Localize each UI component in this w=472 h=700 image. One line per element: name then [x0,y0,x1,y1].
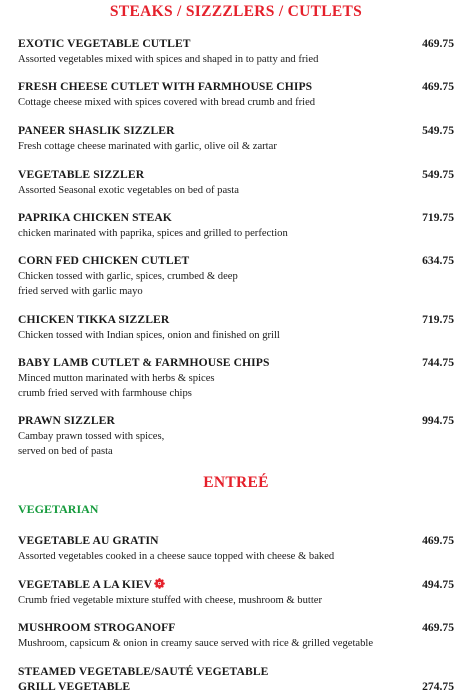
item-name: VEGETABLE AU GRATIN [18,534,159,547]
menu-item [18,167,464,198]
item-name: BABY LAMB CUTLET & FARMHOUSE CHIPS [18,356,270,369]
menu-item [18,210,464,241]
menu-item [18,620,464,651]
item-description: Chicken tossed with Indian spices, onion and finished on grill [18,330,280,341]
menu-item [18,577,464,608]
item-description: Assorted vegetables cooked in a cheese sauce topped with cheese & baked [18,551,335,562]
item-price: 549.75 [422,124,454,137]
item-description: Chicken tossed with garlic, spices, crumbed & deep fried served with garlic mayo [18,271,238,297]
menu-item [18,253,464,299]
item-price: 549.75 [422,168,454,181]
flower-icon [154,578,165,589]
item-name: EXOTIC VEGETABLE CUTLET [18,37,191,50]
item-name: PANEER SHASLIK SIZZLER [18,124,175,137]
item-name: VEGETABLE A LA KIEV [18,578,153,591]
item-price: 719.75 [422,313,454,326]
section-title-steaks: STEAKS / SIZZZLERS / CUTLETS [109,3,363,20]
item-price: 494.75 [422,578,454,591]
item-price: 469.75 [422,37,454,50]
item-price: 274.75 [422,680,454,693]
item-name: CHICKEN TIKKA SIZZLER [18,313,170,326]
section-title-entree: ENTREÉ [203,474,269,491]
menu-item [18,36,464,67]
item-description: Minced mutton marinated with herbs & spices crumb fried served with farmhouse chips [18,373,215,399]
menu-item [18,664,464,694]
item-description: Cottage cheese mixed with spices covered with bread crumb and fried [18,97,316,108]
item-description: Crumb fried vegetable mixture stuffed with cheese, mushroom & butter [18,595,323,606]
item-price: 744.75 [422,356,454,369]
item-name: VEGETABLE SIZZLER [18,168,145,181]
item-price: 994.75 [422,414,454,427]
item-name: PRAWN SIZZLER [18,414,115,427]
menu-item [18,355,464,401]
menu-item [18,79,464,110]
item-price: 719.75 [422,211,454,224]
item-price: 469.75 [422,80,454,93]
item-name: CORN FED CHICKEN CUTLET [18,254,190,267]
item-name: FRESH CHEESE CUTLET WITH FARMHOUSE CHIPS [18,80,313,93]
item-description: Assorted vegetables mixed with spices and shaped in to patty and fried [18,54,319,65]
item-name: MUSHROOM STROGANOFF [18,621,176,634]
item-price: 469.75 [422,534,454,547]
menu-item [18,413,464,459]
item-name: PAPRIKA CHICKEN STEAK [18,211,172,224]
item-description: Cambay prawn tossed with spices, served on bed of pasta [18,431,165,457]
item-description: Assorted Seasonal exotic vegetables on bed of pasta [18,185,239,196]
item-price: 634.75 [422,254,454,267]
item-price: 469.75 [422,621,454,634]
item-description: Fresh cottage cheese marinated with garlic, olive oil & zartar [18,141,277,152]
menu-item [18,123,464,154]
menu-item [18,533,464,564]
subheading-vegetarian: VEGETARIAN [18,502,99,516]
item-description: Mushroom, capsicum & onion in creamy sauce served with rice & grilled vegetable [18,638,374,649]
menu-item [18,312,464,343]
item-description: chicken marinated with paprika, spices and grilled to perfection [18,228,288,239]
item-name-row [18,577,464,592]
item-name: STEAMED VEGETABLE/SAUTÉ VEGETABLE GRILL VEGETABLE [18,665,269,693]
